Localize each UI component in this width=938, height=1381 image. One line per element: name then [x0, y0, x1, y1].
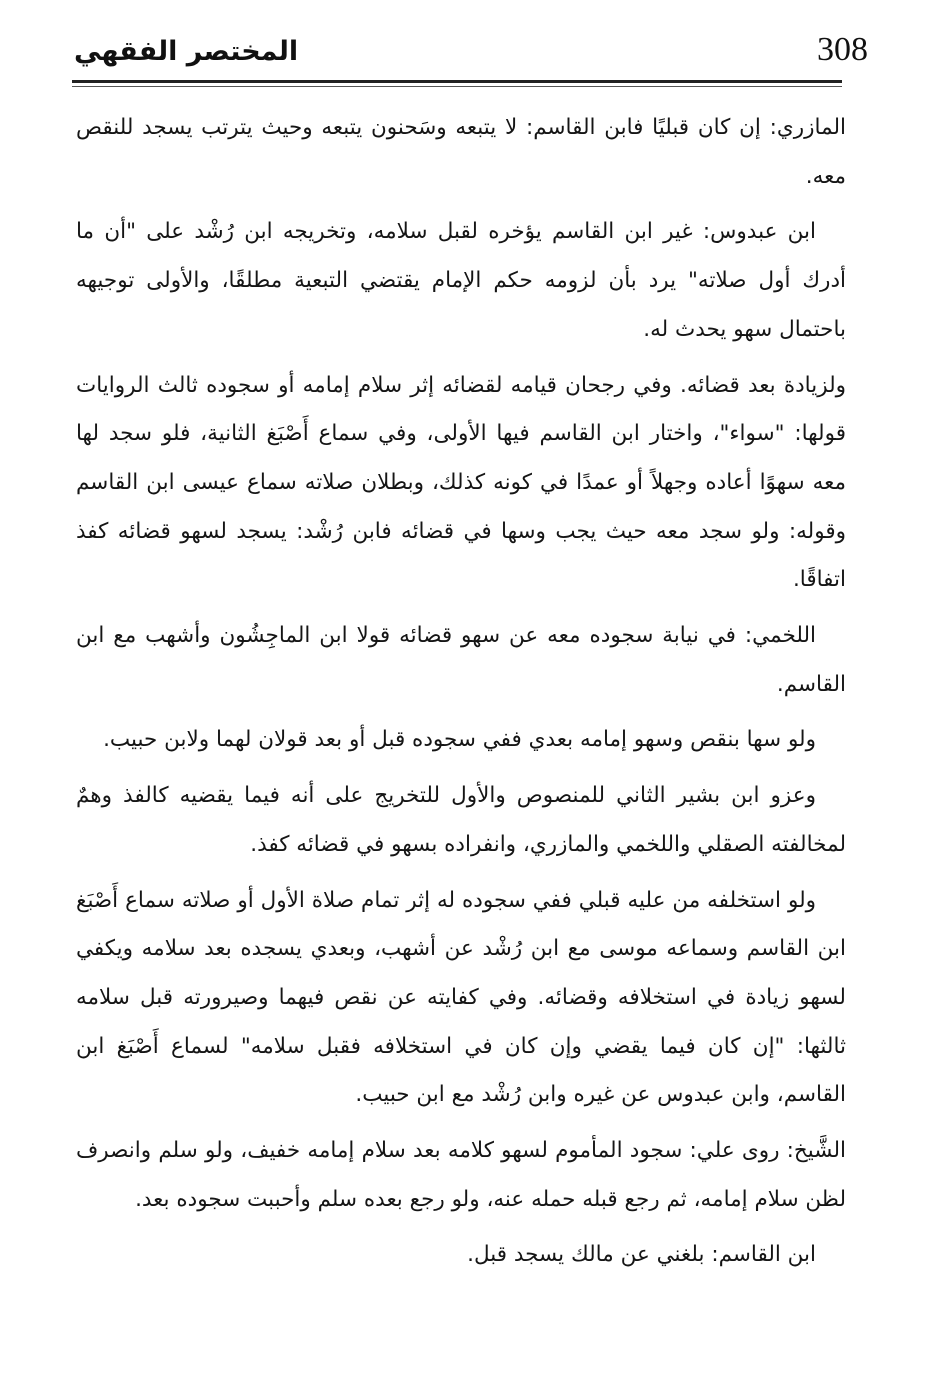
paragraph-mazari: المازري: إن كان قبليًا فابن القاسم: لا يتبعه وسَحنون يتبعه وحيث يترتب يسجد للنقص معه.: [76, 115, 846, 189]
paragraph-lakhmi: اللخمي: في نيابة سجوده معه عن سهو قضائه قولا ابن الماجِشُون وأشهب مع ابن القاسم.: [76, 623, 846, 697]
header-rule-thick: [72, 80, 842, 83]
header-rule-thin: [72, 86, 842, 87]
page-header: [72, 26, 868, 84]
body-text: [76, 104, 846, 1287]
paragraph-istikhlaf: ولو استخلفه من عليه قبلي ففي سجوده له إثر تمام صلاة الأول أو صلاته سماع أَصْبَغ ابن القاسم وسماعه موسى مع ابن رُشْد عن أشهب، وبعدي يسجده بعد سلامه ويكفي لسهو زيادة في استخلافه وقضائه. وفي كفايته عن نقص فيهما وصيرورته قبل سلامه ثالثها: "إن كان فيما يقضي وإن كان في استخلافه فقبل سلامه" لسماع أَصْبَغ ابن القاسم، وابن عبدوس عن غيره وابن رُشْد مع ابن حبيب.: [76, 887, 846, 1108]
running-title: المختصر الفقهي: [74, 36, 299, 67]
paragraph-ziyada: ولزيادة بعد قضائه. وفي رجحان قيامه لقضائه إثر سلام إمامه أو سجوده ثالث الروايات قولها: "سواء"، واختار ابن القاسم فيها الأولى، وفي سماع أَصْبَغ الثانية، فلو سجد لها معه سهوًا أعاده وجهلاً أو عمدًا في كونه كذلك، وبطلان صلاته سماع عيسى ابن القاسم وقوله: ولو سجد معه حيث يجب وسها في قضائه فابن رُشْد: يسجد لسهو قضائه كفذ اتفاقًا.: [76, 372, 846, 593]
paragraph-ibn-abdus: ابن عبدوس: غير ابن القاسم يؤخره لقبل سلامه، وتخريجه ابن رُشْد على "أن ما أدرك أول صلاته" يرد بأن لزومه حكم الإمام يقتضي التبعية مطلقًا، والأولى توجيهه باحتمال سهو يحدث له.: [76, 219, 846, 342]
page-number: 308: [817, 31, 868, 68]
paragraph-ibn-qasim: ابن القاسم: بلغني عن مالك يسجد قبل.: [467, 1242, 816, 1268]
paragraph-naqs: ولو سها بنقص وسهو إمامه بعدي ففي سجوده قبل أو بعد قولان لهما ولابن حبيب.: [103, 727, 816, 753]
paragraph-ibn-bashir: وعزو ابن بشير الثاني للمنصوص والأول للتخريج على أنه فيما يقضيه كالفذ وهمٌ لمخالفته الصقلي واللخمي والمازري، وانفراده بسهو في قضائه كفذ.: [76, 783, 846, 857]
paragraph-shaykh: الشَّيخ: روى علي: سجود المأموم لسهو كلامه بعد سلام إمامه خفيف، ولو سلم وانصرف لظن سلام إمامه، ثم رجع قبله حمله عنه، ولو رجع بعده سلم وأحببت سجوده بعد.: [76, 1138, 846, 1212]
